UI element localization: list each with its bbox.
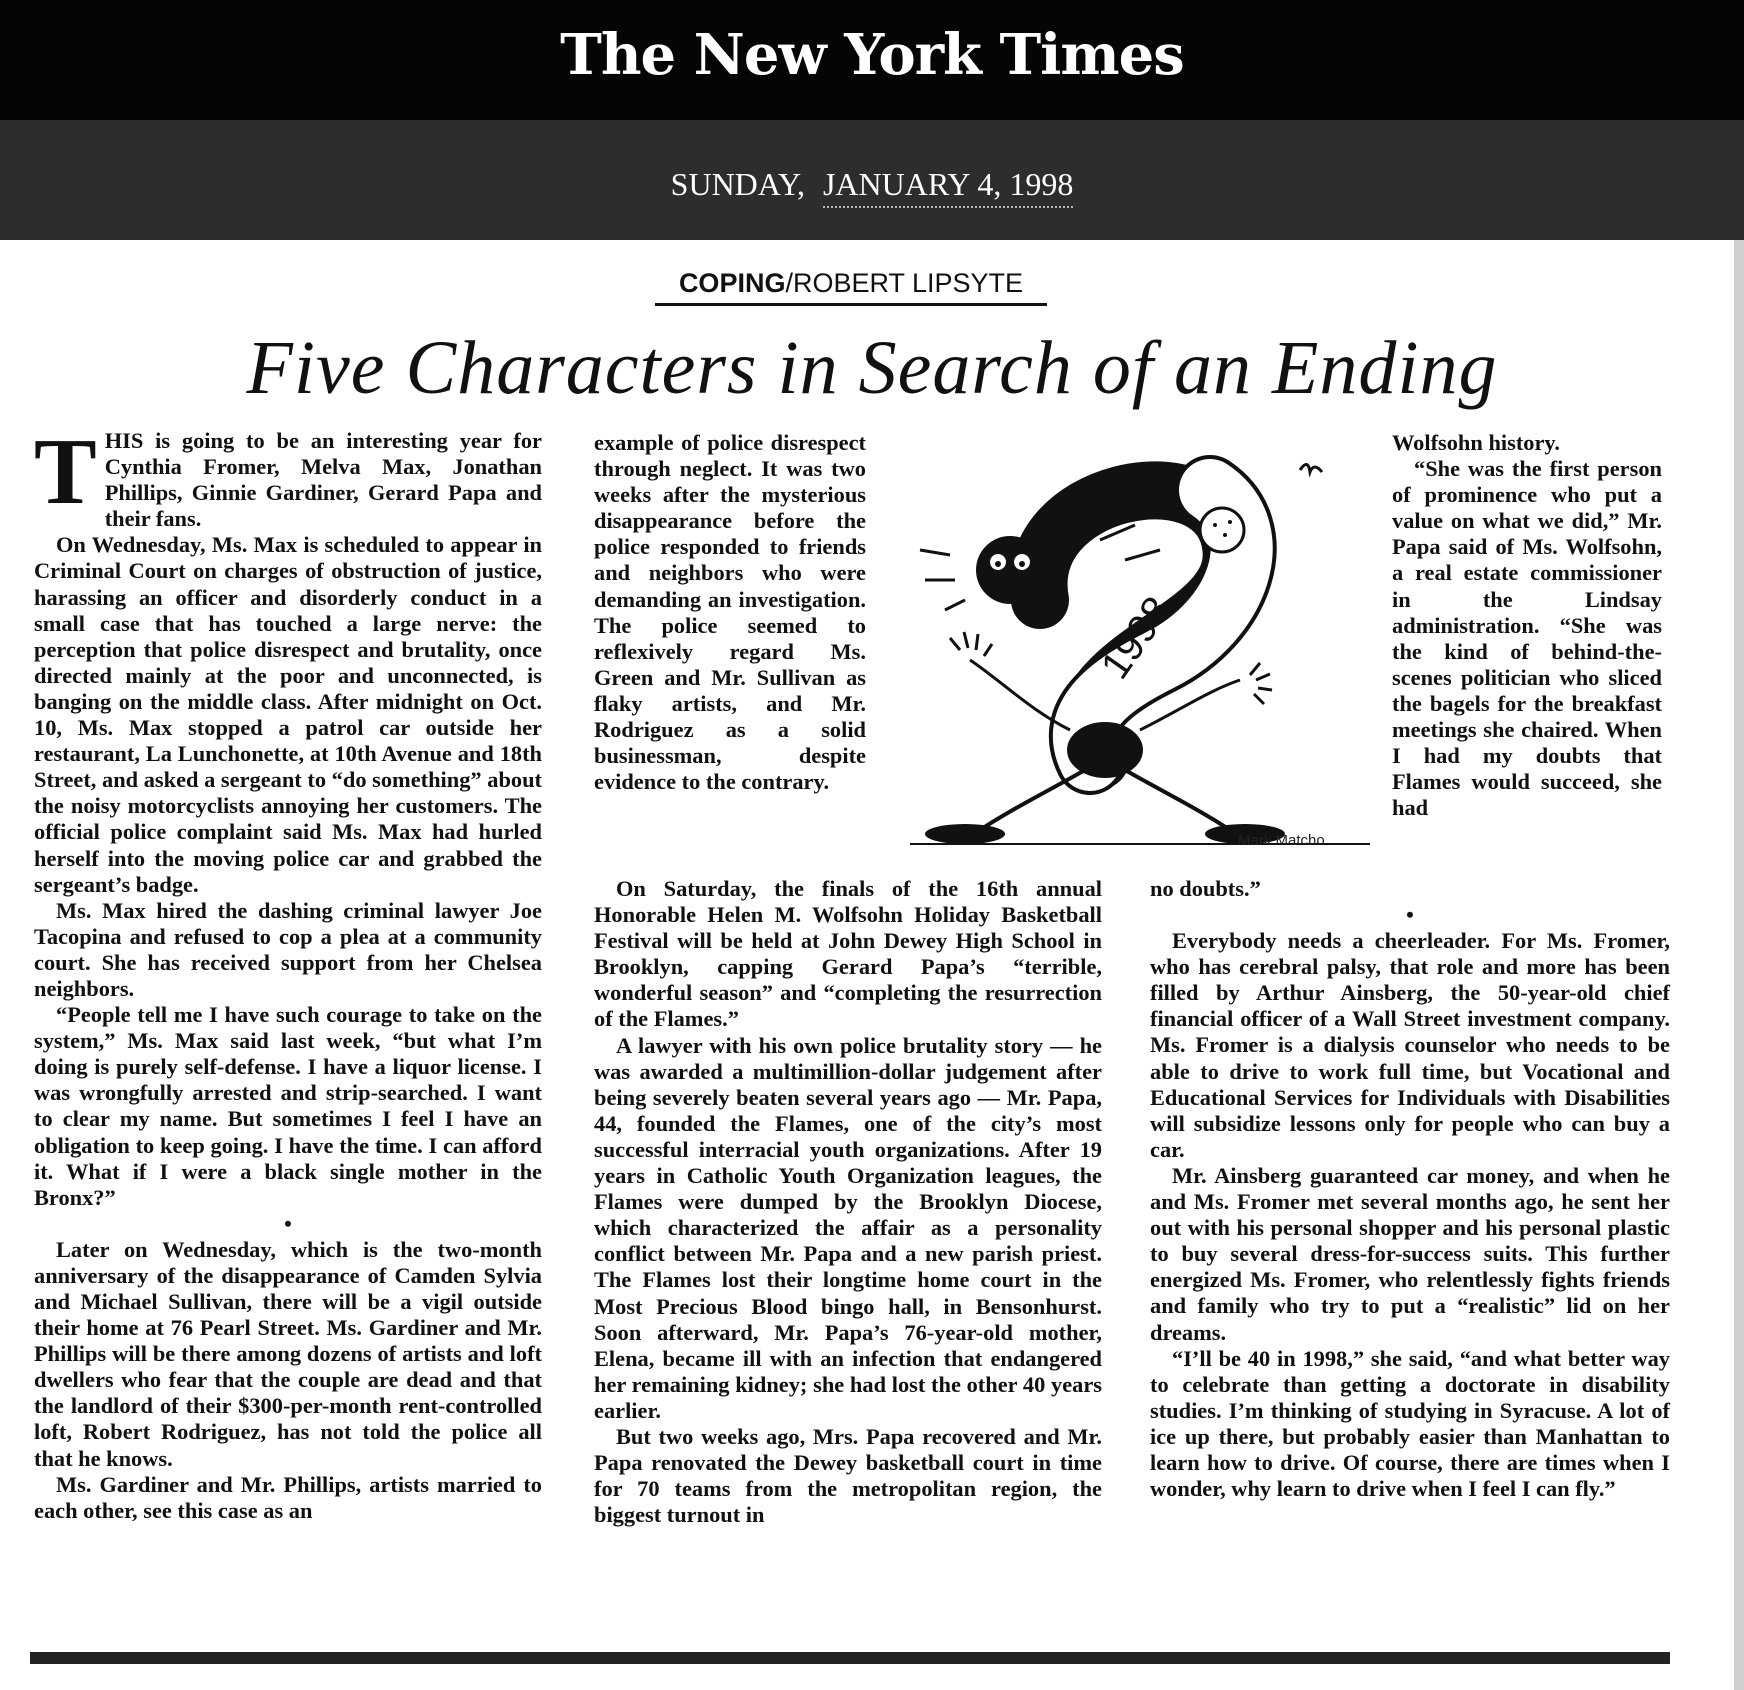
section-bullet: • — [1406, 902, 1414, 928]
illustration-year-text: 1998 — [1092, 588, 1180, 687]
article-paragraph: “I’ll be 40 in 1998,” she said, “and what better way to celebrate than getting a doctorate in disability studies. I’m thinking of studying in Syracuse. A lot of ice up there, but probably easier than Manhattan to learn how to drive. Of course, there are times when I wonder, why learn to drive when I feel I can fly.” — [1150, 1345, 1670, 1502]
article-paragraph: Later on Wednesday, which is the two-month anniversary of the disappearance of Camden Sylvia and Michael Sullivan, there will be a vigil outside their home at 76 Pearl Street. Ms. Gardiner and Mr. Phillips will be there among dozens of artists and loft dwellers who fear that the couple are dead and that the landlord of their $300-per-month rent-controlled loft, Robert Rodriguez, has not told the police all that he knows. — [34, 1236, 542, 1471]
bottom-rule — [30, 1652, 1670, 1664]
section-bullet: • — [284, 1210, 292, 1236]
article-paragraph: Wolfsohn history. — [1392, 430, 1560, 455]
kicker-author: /ROBERT LIPSYTE — [785, 268, 1024, 298]
article-paragraph: Everybody needs a cheerleader. For Ms. Fromer, who has cerebral palsy, that role and more has been filled by Arthur Ainsberg, the 50-year-old chief financial officer of a Wall Street investment company. Ms. Fromer is a dialysis counselor who needs to be able to drive to work full time, but Vocational and Educational Services for Individuals with Disabilities will subsidize lessons only for people who can buy a car. — [1150, 928, 1670, 1162]
article-paragraph: A lawyer with his own police brutality story — he was awarded a multimillion-dollar judgement after being severely beaten several years ago — Mr. Papa, 44, founded the Flames, one of the city’s most successful interracial youth organizations. After 19 years in Catholic Youth Organization leagues, the Flames were dumped by the Brooklyn Diocese, which characterized the affair as a personality conflict between Mr. Papa and a new parish priest. The Flames lost their longtime home court in the Most Precious Blood bingo hall, in Bensonhurst. Soon afterward, Mr. Papa’s 76-year-old mother, Elena, became ill with an infection that endangered her remaining kidney; she had lost the other 40 years earlier. — [594, 1032, 1102, 1423]
drop-cap: T — [34, 420, 97, 524]
article-paragraph: “People tell me I have such courage to take on the system,” Ms. Max said last week, “but what I’m doing is purely self-defense. I have a liquor license. I was wrongfully arrested and strip-searched. I want to clear my name. But sometimes I feel I have an obligation to keep going. I have the time. I can afford it. What if I were a black single mother in the Bronx?” — [34, 1002, 542, 1210]
dateline-day: SUNDAY, — [670, 166, 805, 202]
article-paragraph: On Saturday, the finals of the 16th annual Honorable Helen M. Wolfsohn Holiday Basketball Festival will be held at John Dewey High School in Brooklyn, capping Gerard Papa’s “terrible, wonderful season” and “completing the resurrection of the Flames.” — [594, 876, 1102, 1032]
kicker-section: COPING — [678, 268, 786, 298]
illustration-credit: Mark Matcho — [1238, 832, 1325, 849]
article-column-2-top — [594, 430, 866, 795]
article-column-1 — [34, 420, 542, 1524]
article-column-3-bottom — [1150, 876, 1670, 1502]
dateline — [0, 166, 1744, 203]
article-paragraph: THIS is going to be an interesting year for Cynthia Fromer, Melva Max, Jonathan Phillips, Ginnie Gardiner, Gerard Papa and their fans. — [34, 420, 542, 532]
article-paragraph: But two weeks ago, Mrs. Papa recovered and Mr. Papa renovated the Dewey basketball court in time for 70 teams from the metropolitan region, the biggest turnout in — [594, 1423, 1102, 1528]
article-paragraph: Ms. Max hired the dashing criminal lawyer Joe Tacopina and refused to cop a plea at a community court. She has received support from her Chelsea neighbors. — [34, 897, 542, 1001]
article-paragraph: Ms. Gardiner and Mr. Phillips, artists married to each other, see this case as an — [34, 1471, 542, 1523]
dateline-date[interactable]: JANUARY 4, 1998 — [823, 166, 1073, 208]
article-kicker — [655, 268, 1047, 306]
article-paragraph: “She was the first person of prominence who put a value on what we did,” Mr. Papa said of Ms. Wolfsohn, a real estate commissioner in the Lindsay administration. “She was the kind of behind-the-scenes politician who sliced the bagels for the breakfast meetings she chaired. When I had my doubts that Flames would succeed, she had — [1392, 456, 1662, 821]
article-paragraph: Mr. Ainsberg guaranteed car money, and when he and Ms. Fromer met several months ago, he sent her out with his personal shopper and his personal plastic to buy several dress-for-success suits. This further energized Ms. Fromer, who relentlessly fights friends and family who try to put a “realistic” lid on her dreams. — [1150, 1162, 1670, 1345]
article-column-3-top — [1392, 430, 1662, 821]
article-paragraph: On Wednesday, Ms. Max is scheduled to appear in Criminal Court on charges of obstruction of justice, harassing an officer and disorderly conduct in a small case that has touched a large nerve: the perception that police disrespect and brutality, once directed mainly at the poor and unconnected, is banging on the middle class. After midnight on Oct. 10, Ms. Max stopped a patrol car outside her restaurant, La Lunchonette, at 10th Avenue and 18th Street, and asked a sergeant to “do something” about the noisy motorcyclists annoying her customers. The official police complaint said Ms. Max had hurled herself into the moving police car and grabbed the sergeant’s badge. — [34, 532, 542, 897]
article-paragraph: example of police disrespect through neglect. It was two weeks after the mysterious disappearance before the police responded to friends and neighbors who were demanding an investigation. The police seemed to reflexively regard Ms. Green and Mr. Sullivan as flaky artists, and Mr. Rodriguez as a solid businessman, despite evidence to the contrary. — [594, 430, 866, 795]
article-headline: Five Characters in Search of an Ending — [246, 326, 1498, 410]
illustration-1998-question-mark — [910, 430, 1370, 850]
masthead-logo: The New York Times — [560, 22, 1184, 88]
article-paragraph: no doubts.” — [1150, 876, 1261, 901]
article-column-2-bottom — [594, 876, 1102, 1528]
